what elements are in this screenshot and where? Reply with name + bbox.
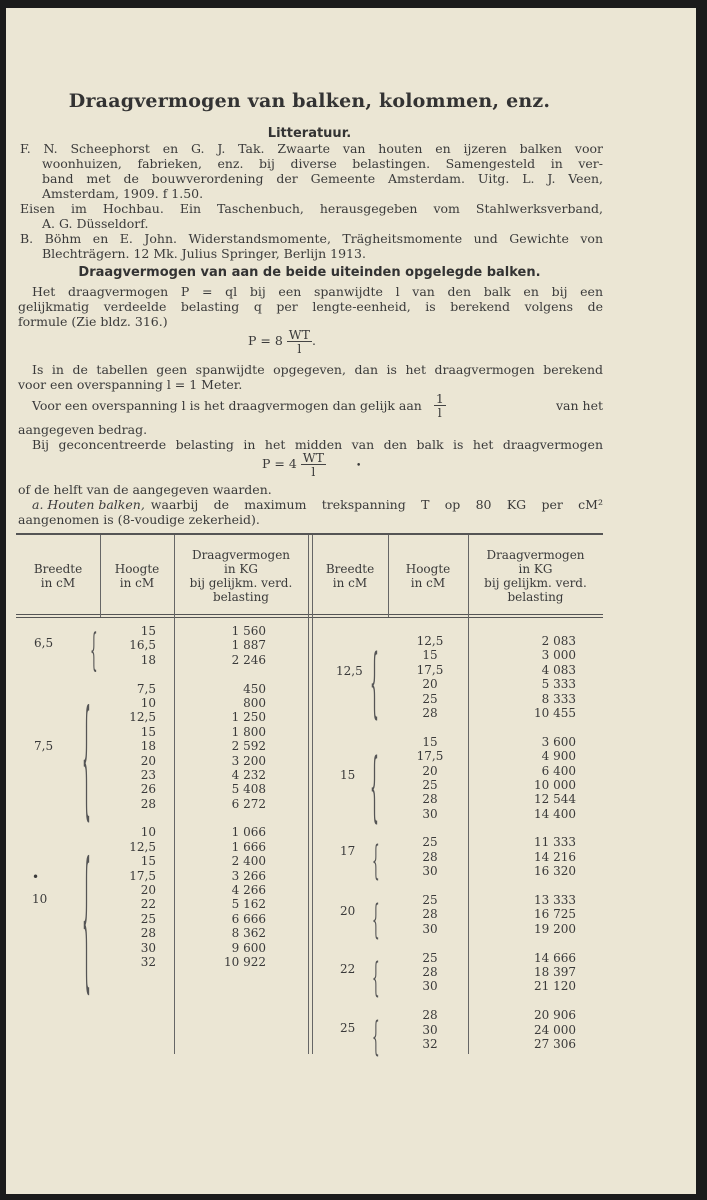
table-cell-hoogte: 10	[140, 695, 156, 710]
paragraph-3-denominator: l	[437, 405, 442, 420]
table-cell-draagvermogen	[476, 936, 576, 950]
table-divider	[468, 535, 469, 1054]
table-cell-hoogte: 28	[422, 1008, 438, 1023]
table-cell-hoogte: 15	[140, 724, 156, 739]
table-cell-draagvermogen: 13 333	[534, 893, 576, 908]
table-cell-draagvermogen: 6 400	[541, 763, 576, 778]
header-line: bij gelijkm. verd.	[189, 576, 293, 590]
table-cell-hoogte: 17,5	[416, 749, 444, 764]
header-line: Draagvermogen	[191, 548, 291, 562]
table-cell-hoogte	[106, 811, 156, 825]
section-heading: Draagvermogen van aan de beide uiteinden opgelegde balken.	[78, 265, 541, 280]
paragraph-4-line-1: Bij geconcentreerde belasting in het midden van den balk is het draagvermogen	[32, 437, 603, 452]
table-divider	[312, 535, 313, 1054]
table-cell-draagvermogen: 3 600	[541, 734, 576, 749]
table-cell-draagvermogen: 1 666	[231, 839, 266, 854]
paragraph-3-fraction	[434, 392, 446, 419]
table-cell-draagvermogen	[186, 811, 266, 825]
brace-icon: {	[82, 680, 91, 834]
formula-1-denominator: l	[297, 341, 302, 356]
table-cell-hoogte: 17,5	[416, 662, 444, 677]
table-cell-hoogte: 30	[422, 921, 438, 936]
table-cell-hoogte: 18	[140, 739, 156, 754]
table-cell-draagvermogen: 21 120	[534, 979, 576, 994]
table-cell-hoogte: 12,5	[129, 839, 156, 854]
formula-2-end: •	[355, 461, 362, 471]
header-line: in cM	[40, 576, 76, 590]
table-cell-hoogte: 32	[422, 1036, 438, 1051]
table-cell-hoogte: 28	[140, 796, 156, 811]
table-cell-draagvermogen: 10 455	[534, 705, 576, 720]
table-cell-hoogte	[406, 936, 454, 950]
right-breedte-cell: 17	[340, 844, 356, 858]
paragraph-3-numerator: 1	[435, 391, 444, 406]
brace-icon: {	[372, 953, 380, 1001]
table-cell-draagvermogen: 18 397	[534, 964, 576, 979]
header-hoogte-left	[100, 562, 174, 590]
table-cell-draagvermogen: 1 887	[231, 638, 266, 653]
header-line: in KG	[224, 562, 258, 576]
header-line: in cM	[410, 576, 446, 590]
right-hoogte-column	[406, 634, 454, 1051]
formula-2-fraction	[301, 451, 326, 478]
paragraph-1-line-3: formule (Zie bldz. 316.)	[18, 314, 168, 329]
header-line: Breedte	[33, 562, 83, 576]
table-cell-draagvermogen: 9 600	[231, 940, 266, 955]
table-cell-draagvermogen: 20 906	[534, 1008, 576, 1023]
header-draagvermogen-right	[468, 548, 603, 604]
table-cell-hoogte: 20	[140, 753, 156, 768]
paragraph-3-line-2: aangegeven bedrag.	[18, 422, 148, 437]
formula-1-numerator: WT	[288, 327, 310, 342]
header-line: Breedte	[325, 562, 375, 576]
table-cell-draagvermogen: 4 900	[541, 749, 576, 764]
right-breedte-cell: 12,5	[336, 664, 363, 678]
formula-1-end: .	[311, 333, 316, 348]
paragraph-1-line-1: Het draagvermogen P = ql bij een spanwijdte l van den balk en bij een	[32, 284, 603, 299]
left-breedte-cell: 7,5	[34, 739, 54, 753]
paragraph-5-line-1: of de helft van de aangegeven waarden.	[18, 482, 272, 497]
table-cell-hoogte: 23	[140, 767, 156, 782]
reference-3-line-1: B. Böhm en E. John. Widerstandsmomente, Trägheitsmomente und Gewichte von	[20, 231, 603, 246]
table-cell-draagvermogen: 27 306	[534, 1036, 576, 1051]
table-cell-draagvermogen: 14 666	[534, 950, 576, 965]
table-cell-draagvermogen: 24 000	[534, 1022, 576, 1037]
formula-1	[248, 328, 316, 355]
table-cell-draagvermogen: 5 162	[231, 897, 266, 912]
table-cell-draagvermogen: 10 000	[534, 777, 576, 792]
paragraph-3-line-1	[32, 392, 603, 419]
table-cell-draagvermogen: 6 666	[231, 911, 266, 926]
table-cell-draagvermogen: 3 266	[231, 868, 266, 883]
header-line: bij gelijkm. verd.	[484, 576, 587, 590]
brace-icon: {	[82, 826, 91, 1009]
table-cell-hoogte: 30	[422, 1022, 438, 1037]
table-cell-hoogte: 26	[140, 782, 156, 797]
table-top-rule	[16, 533, 603, 535]
right-breedte-cell: 20	[340, 904, 356, 918]
table-cell-draagvermogen	[476, 720, 576, 734]
paragraph-6-line-1	[32, 497, 603, 512]
paragraph-1-line-2: gelijkmatig verdeelde belasting q per lengte-eenheid, is berekend volgens de	[18, 299, 603, 314]
table-cell-hoogte: 10	[140, 825, 156, 840]
header-line: belasting	[507, 590, 564, 604]
paragraph-2-line-1: Is in de tabellen geen spanwijdte opgegeven, dan is het draagvermogen berekend	[32, 362, 603, 377]
table-cell-draagvermogen: 5 408	[231, 782, 266, 797]
table-cell-draagvermogen: 1 066	[231, 825, 266, 840]
table-cell-hoogte: 25	[422, 777, 438, 792]
table-cell-draagvermogen: 1 800	[231, 724, 266, 739]
table-cell-draagvermogen	[186, 667, 266, 681]
table-cell-hoogte: 20	[422, 677, 438, 692]
table-cell-hoogte: 25	[422, 835, 438, 850]
table-cell-draagvermogen: 1 560	[231, 624, 266, 638]
table-cell-hoogte: 25	[140, 911, 156, 926]
table-cell-hoogte: 28	[422, 705, 438, 720]
right-breedte-cell: 25	[340, 1021, 356, 1035]
table-cell-draagvermogen: 4 083	[541, 662, 576, 677]
table-cell-hoogte: 12,5	[129, 710, 156, 725]
reference-1-line-1: F. N. Scheephorst en G. J. Tak. Zwaarte van houten en ijzeren balken voor	[20, 141, 603, 156]
table-cell-draagvermogen: 12 544	[534, 792, 576, 807]
table-cell-draagvermogen: 16 725	[534, 907, 576, 922]
brace-icon: {	[372, 836, 380, 884]
table-cell-draagvermogen: 19 200	[534, 921, 576, 936]
paragraph-2-line-2: voor een overspanning l = 1 Meter.	[18, 377, 243, 392]
left-hoogte-column	[106, 624, 156, 969]
table-cell-draagvermogen: 14 216	[534, 849, 576, 864]
formula-2-left: P = 4	[262, 456, 297, 471]
table-header-rule-2	[16, 617, 603, 618]
table-cell-hoogte: 28	[422, 964, 438, 979]
header-draagvermogen-left	[174, 548, 308, 604]
reference-1-line-2: woonhuizen, fabrieken, enz. bij diverse belastingen. Samengesteld in ver-	[42, 156, 603, 171]
table-cell-draagvermogen: 6 272	[231, 796, 266, 811]
paragraph-6-houten-balken: Houten balken,	[47, 497, 145, 512]
table-cell-draagvermogen: 3 000	[541, 648, 576, 663]
table-divider	[174, 535, 175, 1054]
left-draagvermogen-column	[186, 624, 266, 969]
reference-2-line-2: A. G. Düsseldorf.	[42, 216, 149, 231]
header-breedte-right	[312, 562, 388, 590]
table-cell-hoogte: 16,5	[129, 638, 156, 653]
brace-icon: {	[372, 1012, 380, 1060]
table-cell-draagvermogen: 8 362	[231, 926, 266, 941]
formula-1-left: P = 8	[248, 333, 283, 348]
book-page	[6, 8, 696, 1194]
right-breedte-cell: 22	[340, 962, 356, 976]
table-cell-hoogte: 12,5	[416, 634, 444, 648]
table-cell-draagvermogen: 2 083	[541, 634, 576, 648]
table-cell-draagvermogen: 11 333	[534, 835, 576, 850]
brace-icon: {	[370, 636, 379, 728]
table-cell-hoogte: 22	[140, 897, 156, 912]
table-cell-draagvermogen: 3 200	[231, 753, 266, 768]
table-cell-draagvermogen	[476, 994, 576, 1008]
formula-1-fraction	[287, 328, 312, 355]
table-cell-hoogte: 30	[422, 979, 438, 994]
paragraph-3-left: Voor een overspanning l is het draagvermogen dan gelijk aan	[32, 398, 422, 413]
right-breedte-cell: 15	[340, 768, 356, 782]
table-cell-draagvermogen: 5 333	[541, 677, 576, 692]
table-header-rule	[16, 614, 603, 615]
table-cell-hoogte	[406, 821, 454, 835]
table-cell-hoogte: 25	[422, 893, 438, 908]
brace-icon: {	[90, 623, 98, 676]
header-line: in KG	[518, 562, 553, 576]
header-line: Draagvermogen	[486, 548, 585, 562]
reference-2-line-1: Eisen im Hochbau. Ein Taschenbuch, herausgegeben vom Stahlwerksverband,	[20, 201, 603, 216]
table-cell-hoogte	[106, 667, 156, 681]
left-breedte-cell: •	[32, 870, 40, 884]
header-hoogte-right	[388, 562, 468, 590]
table-cell-hoogte: 18	[140, 652, 156, 667]
reference-1-line-4: Amsterdam, 1909. f 1.50.	[42, 186, 204, 201]
table-cell-hoogte	[406, 879, 454, 893]
reference-3-line-2: Blechträgern. 12 Mk. Julius Springer, Berlijn 1913.	[42, 246, 366, 261]
table-cell-draagvermogen: 800	[243, 695, 266, 710]
left-breedte-cell: 10	[32, 892, 48, 906]
table-cell-hoogte: 28	[422, 792, 438, 807]
table-cell-hoogte: 30	[140, 940, 156, 955]
table-cell-hoogte: 30	[422, 806, 438, 821]
reference-1-line-3: band met de bouwverordening der Gemeente Amsterdam. Uitg. L. J. Veen,	[42, 171, 603, 186]
table-cell-draagvermogen: 10 922	[224, 954, 266, 969]
page-title: Draagvermogen van balken, kolommen, enz.	[68, 90, 551, 112]
left-breedte-cell: 6,5	[34, 636, 54, 650]
header-line: Hoogte	[405, 562, 451, 576]
table-cell-hoogte: 28	[422, 849, 438, 864]
table-cell-hoogte: 20	[140, 883, 156, 898]
table-cell-draagvermogen: 8 333	[541, 691, 576, 706]
paragraph-3-right: van het	[555, 398, 603, 413]
table-cell-hoogte: 25	[422, 950, 438, 965]
table-cell-draagvermogen: 1 250	[231, 710, 266, 725]
paragraph-6-line-2: aangenomen is (8-voudige zekerheid).	[18, 512, 260, 527]
table-cell-draagvermogen: 4 266	[231, 883, 266, 898]
formula-2-numerator: WT	[302, 450, 324, 465]
table-divider	[308, 535, 309, 1054]
table-cell-draagvermogen: 16 320	[534, 864, 576, 879]
formula-2	[262, 451, 361, 478]
header-line: Hoogte	[114, 562, 160, 576]
header-line: in cM	[332, 576, 368, 590]
table-cell-hoogte: 17,5	[129, 868, 156, 883]
paragraph-6-a: a.	[32, 497, 44, 512]
brace-icon: {	[370, 740, 379, 832]
table-cell-draagvermogen	[476, 879, 576, 893]
table-cell-draagvermogen: 2 592	[231, 739, 266, 754]
paragraph-6-rest: waarbij de maximum trekspanning T op 80 KG per cM²	[150, 497, 603, 512]
header-line: belasting	[212, 590, 269, 604]
table-cell-hoogte: 28	[140, 926, 156, 941]
table-cell-hoogte: 7,5	[136, 681, 156, 696]
table-cell-draagvermogen: 2 400	[231, 854, 266, 869]
table-cell-hoogte: 28	[422, 907, 438, 922]
table-cell-hoogte: 15	[140, 854, 156, 869]
table-cell-hoogte	[406, 720, 454, 734]
table-cell-hoogte: 25	[422, 691, 438, 706]
brace-icon: {	[372, 895, 380, 943]
table-cell-hoogte	[406, 994, 454, 1008]
header-line: in cM	[119, 576, 155, 590]
table-cell-draagvermogen	[476, 821, 576, 835]
table-cell-draagvermogen: 450	[243, 681, 266, 696]
table-cell-hoogte: 20	[422, 763, 438, 778]
table-cell-draagvermogen: 14 400	[534, 806, 576, 821]
table-cell-draagvermogen: 4 232	[231, 767, 266, 782]
litteratuur-heading: Litteratuur.	[267, 126, 352, 141]
table-cell-hoogte: 15	[422, 734, 438, 749]
table-cell-hoogte: 32	[140, 954, 156, 969]
table-cell-draagvermogen: 2 246	[231, 652, 266, 667]
table-cell-hoogte: 30	[422, 864, 438, 879]
table-cell-hoogte: 15	[422, 648, 438, 663]
header-breedte-left	[16, 562, 100, 590]
table-cell-hoogte: 15	[140, 624, 156, 638]
right-draagvermogen-column	[476, 634, 576, 1051]
formula-2-denominator: l	[311, 464, 316, 479]
